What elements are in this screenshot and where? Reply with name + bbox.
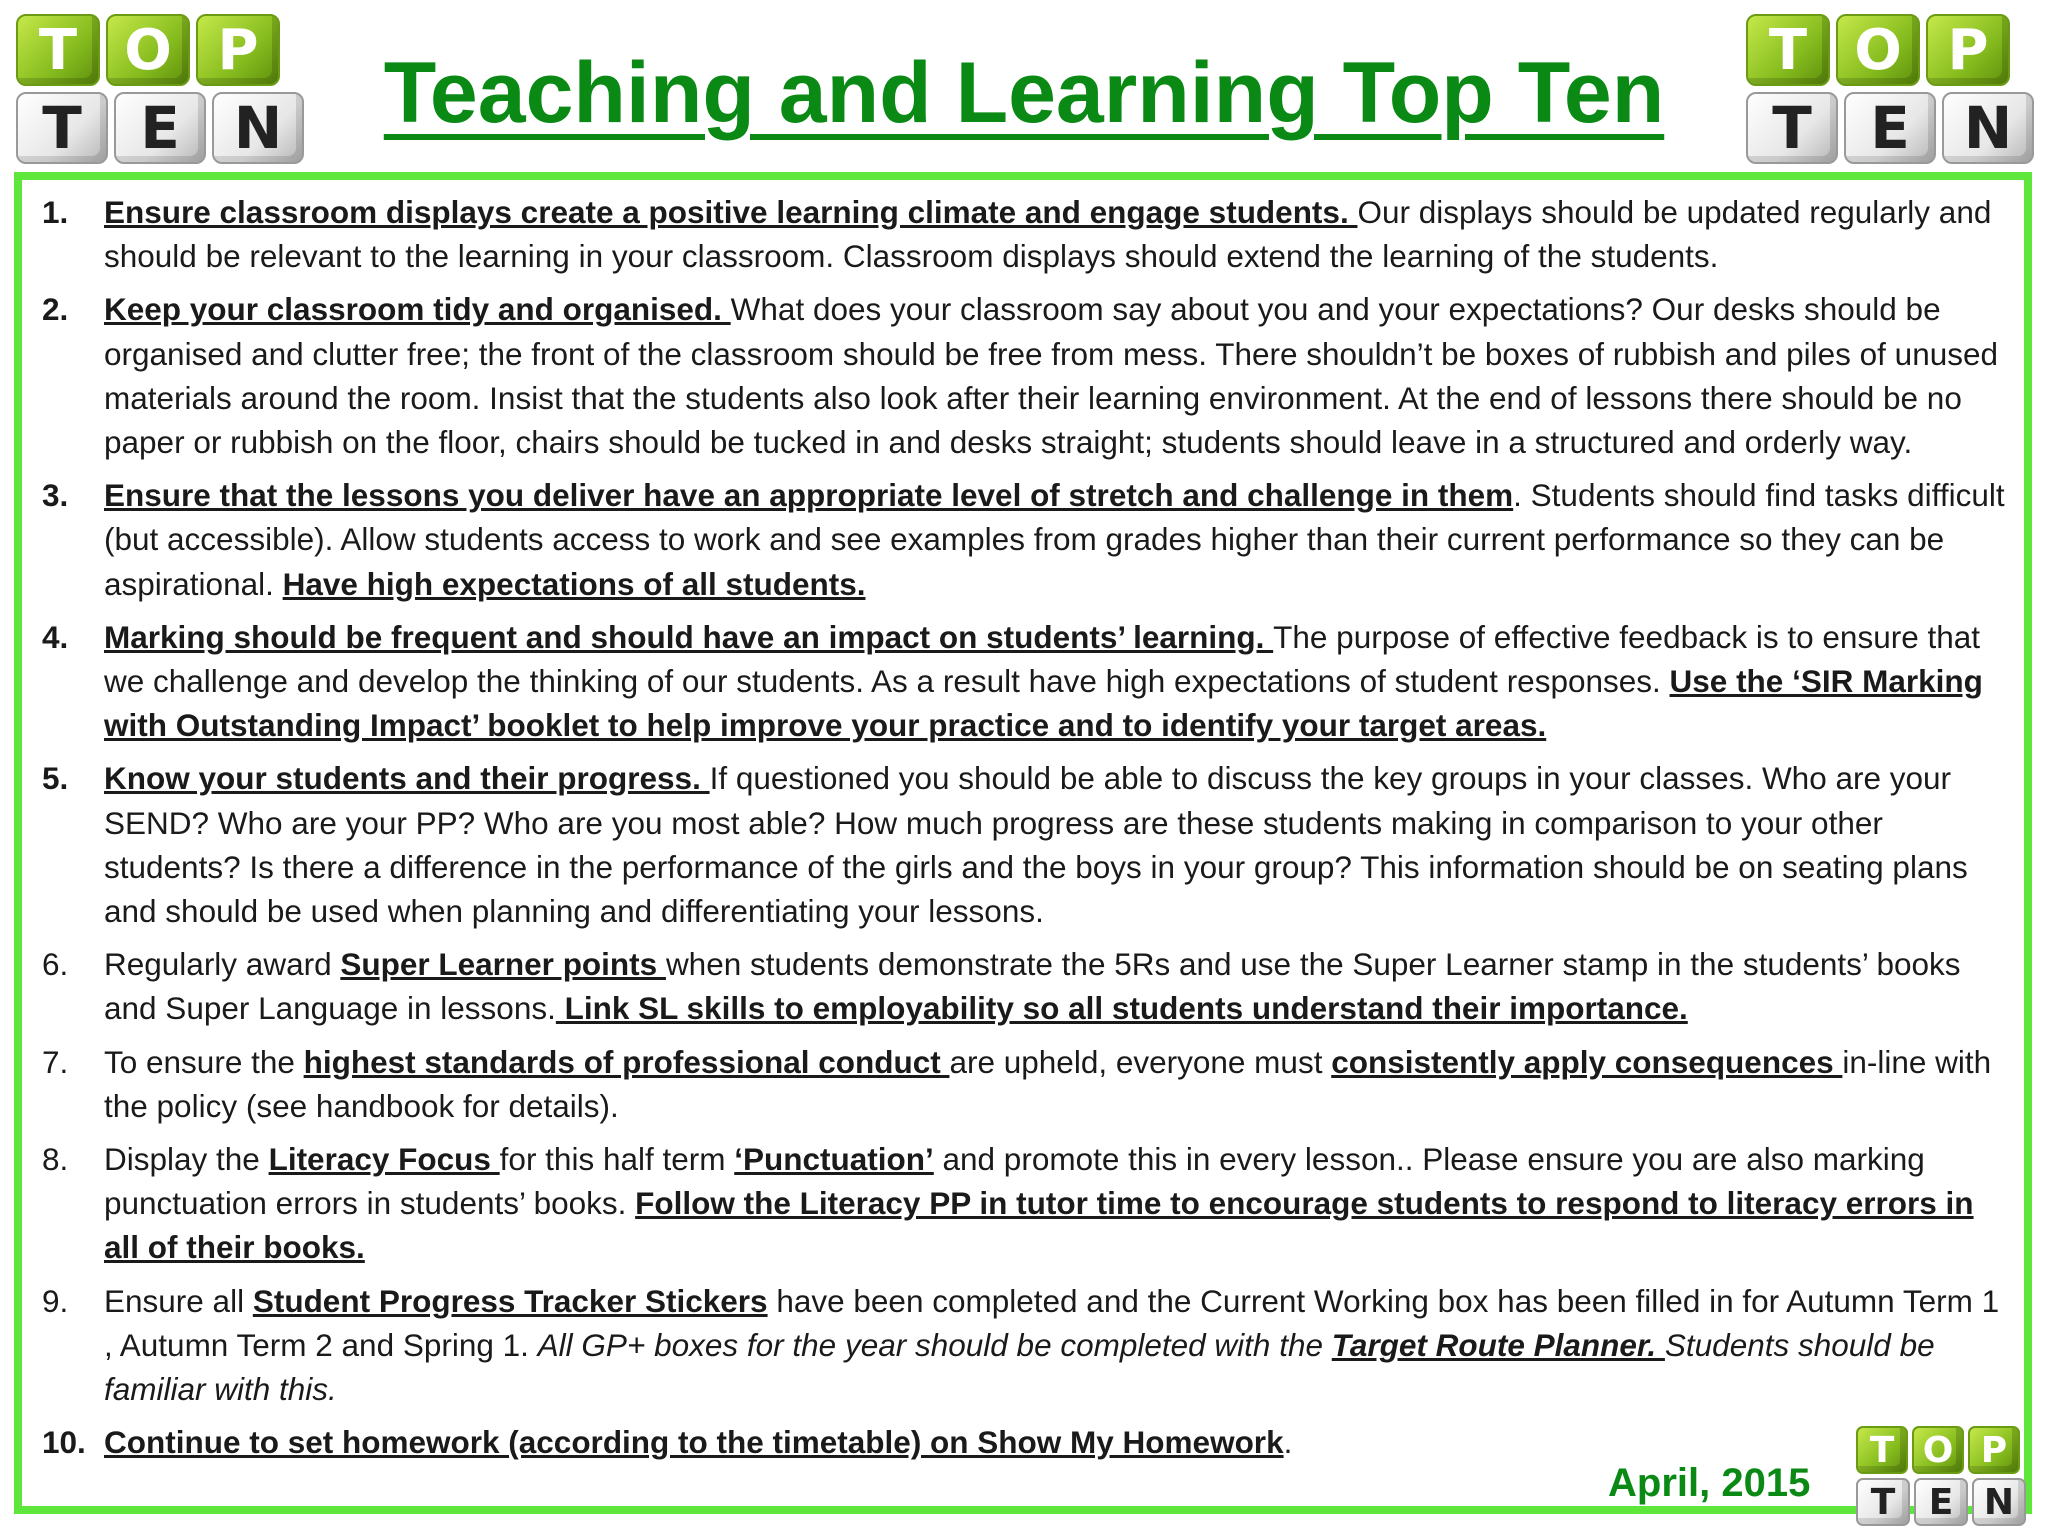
item-text: If questioned you should be able to discuss the key groups in your classes. Who are your SEND? Who are your PP? Who are you most able? How much progress are these students making in comparison to your other students? Is there a difference in the performance of the girls and the boys in your group? This information should be on seating plans and should be used when planning and differentiating your lessons.: [104, 760, 1968, 930]
logo-cube: T: [1746, 14, 1830, 86]
item-emphasis: Student Progress Tracker Stickers: [252, 1282, 768, 1319]
item-emphasis: Literacy Focus: [268, 1141, 500, 1178]
logo-cube: T: [1856, 1426, 1908, 1474]
logo-cube: E: [1844, 92, 1936, 164]
list-item: [28, 615, 2008, 748]
logo-cube: O: [106, 14, 190, 86]
item-emphasis: highest standards of professional conduct: [303, 1043, 950, 1080]
logo-cube: T: [1856, 1478, 1910, 1526]
logo-cube: P: [196, 14, 280, 86]
item-text: To ensure the: [104, 1043, 304, 1080]
logo-cube: O: [1912, 1426, 1964, 1474]
top-ten-list: [28, 190, 2008, 1473]
item-lead: Know your students and their progress.: [104, 760, 710, 797]
item-emphasis: Link SL skills to employability so all students understand their importance.: [555, 990, 1688, 1027]
logo-cube: N: [1942, 92, 2034, 164]
item-text: Regularly award: [104, 946, 341, 983]
page-title: [0, 38, 2048, 148]
item-number: 3.: [42, 477, 69, 514]
item-text: are upheld, everyone must: [949, 1043, 1332, 1080]
list-item: [28, 1040, 2008, 1128]
item-text: when students demonstrate the 5Rs and use the Super Learner stamp in the students’ books and Super Language in lessons.: [104, 946, 1961, 1027]
item-text: .: [1283, 1424, 1293, 1461]
item-text: Our displays should be updated regularly and should be relevant to the learning in your classroom. Classroom displays should extend the learning of the students.: [104, 194, 1992, 275]
item-text: What does your classroom say about you and your expectations? Our desks should be organised and clutter free; the front of the classroom should be free from mess. There shouldn’t be boxes of rubbish and piles of unused materials around the room. Insist that the students also look after their learning environment. At the end of lessons there should be no paper or rubbish on the floor, chairs should be tucked in and desks straight; students should leave in a structured and orderly way.: [104, 291, 1999, 461]
logo-cube: E: [114, 92, 206, 164]
item-tail: Have high expectations of all students.: [282, 565, 866, 602]
item-number: 6.: [42, 946, 69, 983]
list-item: [28, 942, 2008, 1030]
item-number: 9.: [42, 1282, 69, 1319]
list-item: [28, 1279, 2008, 1412]
logo-cube: N: [1972, 1478, 2026, 1526]
list-item: [28, 756, 2008, 933]
list-item: [28, 1137, 2008, 1270]
item-emphasis: ‘Punctuation’: [734, 1141, 934, 1178]
list-item: [28, 1420, 2008, 1464]
item-text: . Students should find tasks difficult (but accessible). Allow students access to work and see examples from grades higher than their current performance so they can be aspirational.: [104, 477, 2005, 602]
list-item: [28, 287, 2008, 464]
logo-cube: O: [1836, 14, 1920, 86]
item-text: and promote this in every lesson.. Please ensure you are also marking punctuation errors in students’ books.: [104, 1141, 1925, 1222]
logo-cube: T: [16, 14, 100, 86]
logo-cube: N: [212, 92, 304, 164]
item-number: 7.: [42, 1043, 69, 1080]
logo-cube: P: [1968, 1426, 2020, 1474]
item-number: 8.: [42, 1141, 69, 1178]
item-lead: Continue to set homework (according to the timetable) on Show My Homework: [104, 1424, 1284, 1461]
item-italic-text: All GP+ boxes for the year should be completed with the: [537, 1326, 1332, 1363]
item-text: for this half term: [499, 1141, 735, 1178]
list-item: [28, 190, 2008, 278]
item-lead: Keep your classroom tidy and organised.: [104, 291, 731, 328]
logo-cube: P: [1926, 14, 2010, 86]
item-number: 4.: [42, 618, 69, 655]
list-item: [28, 473, 2008, 606]
footer-date: April, 2015: [1608, 1461, 1811, 1505]
logo-cube: E: [1914, 1478, 1968, 1526]
item-number: 2.: [42, 291, 69, 328]
item-text: The purpose of effective feedback is to ensure that we challenge and develop the thinking of our students. As a result have high expectations of student responses.: [104, 618, 1981, 700]
item-emphasis: Super Learner points: [340, 946, 666, 983]
top-ten-logo-small: [1852, 1426, 2032, 1530]
item-number: 10.: [42, 1424, 86, 1461]
logo-cube: T: [1746, 92, 1838, 164]
item-text: Ensure all: [104, 1282, 253, 1319]
item-text: Display the: [104, 1141, 269, 1178]
page-title-text: Teaching and Learning Top Ten: [383, 45, 1665, 141]
item-lead: Marking should be frequent and should have an impact on students’ learning.: [104, 618, 1274, 655]
item-number: 1.: [42, 194, 69, 230]
logo-cube: T: [16, 92, 108, 164]
item-lead: Ensure classroom displays create a positive learning climate and engage students.: [104, 194, 1358, 230]
item-lead: Ensure that the lessons you deliver have an appropriate level of stretch and challenge in them: [104, 477, 1514, 514]
item-text: in-line with the policy (see handbook for details).: [104, 1043, 1992, 1124]
item-tail: Use the ‘SIR Marking with Outstanding Impact’ booklet to help improve your practice and to identify your target areas.: [104, 663, 1983, 744]
item-italic-text: Students should be familiar with this.: [104, 1326, 1935, 1408]
item-text: have been completed and the Current Working box has been filled in for Autumn Term 1 , Autumn Term 2 and Spring 1.: [104, 1282, 2000, 1363]
item-emphasis: consistently apply consequences: [1331, 1043, 1843, 1080]
item-emphasis: Follow the Literacy PP in tutor time to encourage students to respond to literacy errors in all of their books.: [104, 1185, 1974, 1266]
item-emphasis: Target Route Planner.: [1331, 1326, 1665, 1363]
item-number: 5.: [42, 760, 69, 797]
